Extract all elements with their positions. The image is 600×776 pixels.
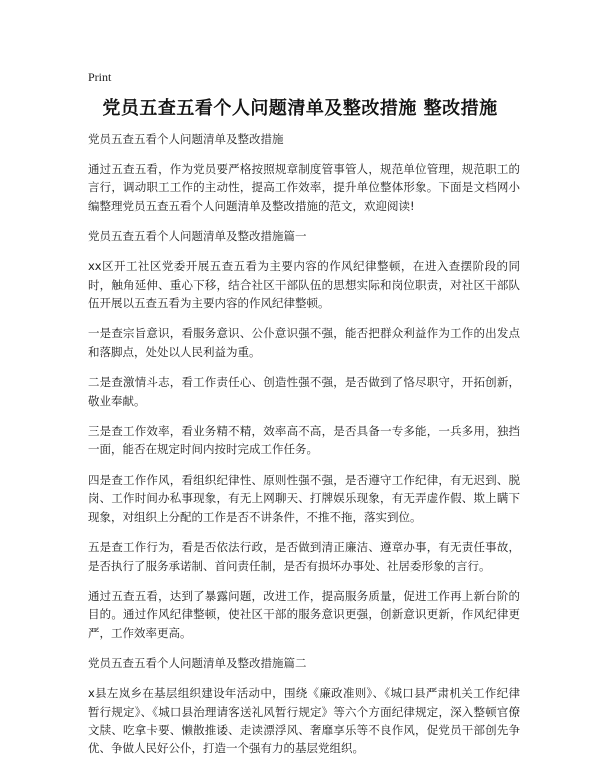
section-heading-one: 党员五查五看个人问题清单及整改措施篇一 <box>88 229 307 244</box>
paragraph: 四是查工作作风，看组织纪律性、原则性强不强，是否遵守工作纪律，有无迟到、脱岗、工作时间办私事现象，有无上网聊天、打牌娱乐现象，有无弄虚作假、欺上瞒下现象，对组织上分配的工作是否不讲条件，不推不拖，落实到位。 <box>88 472 520 524</box>
paragraph: 一是查宗旨意识，看服务意识、公仆意识强不强，能否把群众利益作为工作的出发点和落脚点，处处以人民利益为重。 <box>88 326 520 359</box>
section-heading-two: 党员五查五看个人问题清单及整改措施篇二 <box>88 656 307 671</box>
document-body <box>88 130 520 770</box>
paragraph: x县左岚乡在基层组织建设年活动中，围绕《廉政准则》、《城口县严肃机关工作纪律暂行规定》、《城口县治理请客送礼风暂行规定》等六个方面纪律规定，深入整顿官僚文牍、吃拿卡要、懒散推诿、走读漂浮风、奢靡享乐等不良作风，促党员干部创先争优、争做人民好公仆，打造一个强有力的基层党组织。 <box>88 686 520 756</box>
paragraph: 三是查工作效率，看业务精不精，效率高不高，是否具备一专多能，一兵多用，独挡一面，能否在规定时间内按时完成工作任务。 <box>88 424 520 457</box>
page-title: 党员五查五看个人问题清单及整改措施 整改措施 <box>102 98 498 119</box>
paragraph: 二是查激情斗志，看工作责任心、创造性强不强，是否做到了恪尽职守，开拓创新，敬业奉献。 <box>88 375 520 408</box>
paragraph: 五是查工作行为，看是否依法行政，是否做到清正廉洁、遵章办事，有无责任事故，是否执行了服务承诺制、首问责任制，是否有损坏办事处、社居委形象的言行。 <box>88 540 520 573</box>
section-heading-intro: 党员五查五看个人问题清单及整改措施 <box>88 132 284 146</box>
print-link[interactable]: Print <box>88 70 112 84</box>
paragraph: 通过五查五看，达到了暴露问题，改进工作，提高服务质量，促进工作再上新台阶的目的。通过作风纪律整顿，使社区干部的服务意识更强，创新意识更新，作风纪律更严，工作效率更高。 <box>88 588 520 640</box>
intro-paragraph: 通过五查五看，作为党员要严格按照规章制度管事管人，规范单位管理，规范职工的言行，调动职工工作的主动性，提高工作效率，提升单位整体形象。下面是文档网小编整理党员五查五看个人问题清单及整改措施的范文，欢迎阅读! <box>88 162 520 213</box>
paragraph: xx区开工社区党委开展五查五看为主要内容的作风纪律整顿，在进入查摆阶段的同时，触角延伸、重心下移，结合社区干部队伍的思想实际和岗位职责，对社区干部队伍开展以五查五看为主要内容的作风纪律整顿。 <box>88 259 520 311</box>
